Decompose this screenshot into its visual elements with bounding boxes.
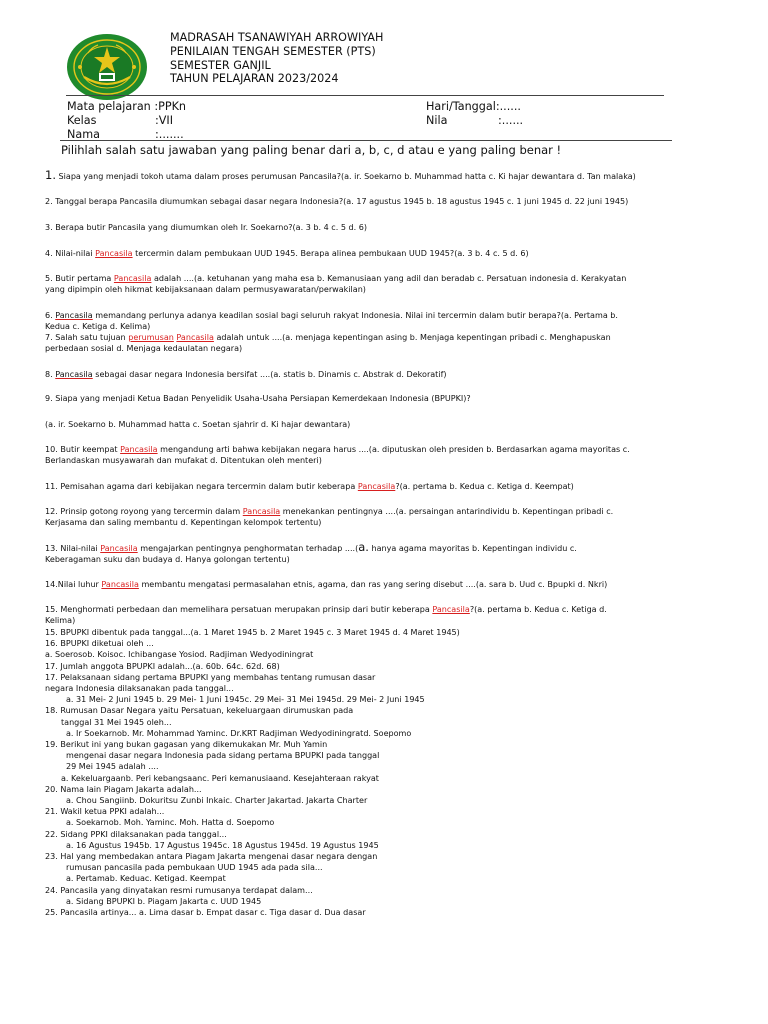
list-item: 24. Pancasila yang dinyatakan resmi rumusanya terdapat dalam... [45,885,313,895]
question-text: memandang perlunya adanya keadilan sosial bagi seluruh rakyat Indonesia. Nilai ini tercermin dalam butir berapa?(a. Pertama b. [92,311,618,320]
question-2 [45,196,725,207]
list-item: 15. BPUPKI dibentuk pada tanggal...(a. 1 Maret 1945 b. 2 Maret 1945 c. 3 Maret 1945 d. 4 Maret 1945) [45,628,460,637]
question-text: 3. Berapa butir Pancasila yang diumumkan oleh Ir. Soekarno?(a. 3 b. 4 c. 5 d. 6) [45,223,368,232]
list-item: 25. Pancasila artinya... a. Lima dasar b. Empat dasar c. Tiga dasar d. Dua dasar [45,908,366,918]
question-7 [45,332,725,354]
question-list [45,627,725,918]
school-header [170,31,383,86]
question-text: hanya agama mayoritas b. Kepentingan individu c. [368,544,577,553]
question-text: menekankan pentingnya ....(a. persaingan antarindividu b. Kepentingan pribadi c. [280,507,614,516]
question-9-options [45,419,725,430]
exam-title: PENILAIAN TENGAH SEMESTER (PTS) [170,44,376,58]
question-4 [45,248,725,259]
option-letter: a. [358,540,369,554]
class-value: :VII [155,113,174,127]
list-item: 23. Hal yang membedakan antara Piagam Jakarta mengenai dasar negara dengan [45,852,378,862]
question-text: 2. Tanggal berapa Pancasila diumumkan sebagai dasar negara Indonesia?(a. 17 agustus 1945 b. 18 agustus 1945 c. 1 juni 1945 d. 22 juni 1945) [45,197,629,206]
question-9 [45,393,725,404]
question-text-cont: Kerjasama dan saling membantu d. Kepentingan kelompok tertentu) [45,518,322,528]
list-item: negara Indonesia dilaksanakan pada tanggal... [45,684,234,694]
madrasah-logo [66,33,148,101]
list-item: 16. BPUPKI diketuai oleh ... [45,639,154,649]
keyword-pancasila: Pancasila [113,274,152,283]
question-text: 7. Salah satu tujuan [45,333,129,342]
question-text: Siapa yang menjadi tokoh utama dalam proses perumusan Pancasila?(a. ir. Soekarno b. Muhammad hatta c. Ki hajar dewantara d. Tan malaka) [55,172,636,181]
question-text: sebagai dasar negara Indonesia bersifat ....(a. statis b. Dinamis c. Abstrak d. Dekoratif) [92,370,447,379]
question-8 [45,369,725,380]
keyword-pancasila: Pancasila [120,445,158,454]
list-item: a. Pertamab. Keduac. Ketigad. Keempat [66,874,226,884]
question-text: mengandung arti bahwa kebijakan negara harus ....(a. diputuskan oleh presiden b. Berdasarkan agama mayoritas c. [157,445,630,454]
question-1 [45,170,725,182]
question-text-cont: perbedaan sosial d. Menjaga kedaulatan negara) [45,344,243,354]
question-3 [45,222,725,233]
question-text-cont: Kedua c. Ketiga d. Kelima) [45,322,151,332]
list-item: 19. Berikut ini yang bukan gagasan yang dikemukakan Mr. Muh Yamin [45,740,328,750]
question-14 [45,579,725,590]
question-text: 8. [45,370,56,379]
academic-year: TAHUN PELAJARAN 2023/2024 [170,72,339,86]
question-5 [45,273,725,295]
semester: SEMESTER GANJIL [170,58,271,72]
question-text: 13. Nilai-nilai [45,544,101,553]
list-item: 29 Mei 1945 adalah .... [66,762,159,772]
question-11 [45,481,725,492]
question-text: 15. Menghormati perbedaan dan memelihara persatuan merupakan prinsip dari butir keberapa [45,605,433,614]
question-text: 5. Butir pertama [45,274,114,283]
date-label: Hari/Tanggal: [426,100,500,113]
subject-row [67,100,186,114]
keyword-perumusan: perumusan [128,333,174,342]
keyword-pancasila: Pancasila [95,249,133,258]
question-text-cont: Keberagaman suku dan budaya d. Hanya golongan tertentu) [45,555,290,565]
list-item: 20. Nama lain Piagam Jakarta adalah... [45,784,202,794]
question-text: ?(a. pertama b. Kedua c. Ketiga d. Keempat) [395,482,574,491]
list-item: mengenai dasar negara Indonesia pada sidang pertama BPUPKI pada tanggal [66,751,380,761]
question-text: 12. Prinsip gotong royong yang tercermin dalam [45,507,243,516]
keyword-pancasila: Pancasila [176,333,214,342]
instruction: Pilihlah salah satu jawaban yang paling benar dari a, b, c, d atau e yang paling benar ! [61,143,562,157]
list-item: 22. Sidang PPKI dilaksanakan pada tanggal... [45,829,227,839]
keyword-pancasila: Pancasila [100,544,138,553]
keyword-pancasila: Pancasila [55,311,93,320]
name-value: :....... [155,127,184,141]
question-text: 9. Siapa yang menjadi Ketua Badan Penyelidik Usaha-Usaha Persiapan Kemerdekaan Indonesia (BPUPKI)? [45,394,471,403]
date-row [426,100,523,114]
list-item: tanggal 31 Mei 1945 oleh... [61,717,172,727]
question-13 [45,542,725,565]
question-15 [45,604,725,626]
question-6 [45,310,725,332]
question-text: 4. Nilai-nilai [45,249,96,258]
list-item: a. 16 Agustus 1945b. 17 Agustus 1945c. 18 Agustus 1945d. 19 Agustus 1945 [66,840,379,850]
list-item: a. Kekeluargaanb. Peri kebangsaanc. Peri kemanusiaand. Kesejahteraan rakyat [61,773,379,783]
question-text: 6. [45,311,56,320]
list-item: a. Chou Sangiinb. Dokuritsu Zunbi Inkaic. Charter Jakartad. Jakarta Charter [66,796,368,806]
question-text: mengajarkan pentingnya penghormatan terhadap ....( [137,544,359,553]
list-item: 18. Rumusan Dasar Negara yaitu Persatuan, kekeluargaan dirumuskan pada [45,706,354,716]
keyword-pancasila: Pancasila [55,370,93,379]
info-divider [60,140,672,141]
score-value: :...... [498,113,524,127]
list-item: 17. Jumlah anggota BPUPKI adalah...(a. 60b. 64c. 62d. 68) [45,661,280,671]
list-item: rumusan pancasila pada pembukaan UUD 1945 ada pada sila... [66,863,323,873]
class-row [67,114,186,128]
question-text: membantu mengatasi permasalahan etnis, agama, dan ras yang sering disebut ....(a. sara b. Uud c. Bpupki d. Nkri) [138,580,608,589]
score-label: Nila [426,113,448,127]
list-item: a. Soekarnob. Moh. Yaminc. Moh. Hatta d. Soepomo [66,818,275,828]
question-text: ?(a. pertama b. Kedua c. Ketiga d. [469,605,607,614]
list-item: a. Ir Soekarnob. Mr. Mohammad Yaminc. Dr.KRT Radjiman Wedyodiningratd. Soepomo [66,728,412,738]
list-item: 17. Pelaksanaan sidang pertama BPUPKI yang membahas tentang rumusan dasar [45,672,376,682]
question-text: adalah untuk ....(a. menjaga kepentingan asing b. Menjaga kepentingan pribadi c. Menghapuskan [213,333,611,342]
list-item: a. 31 Mei- 2 Juni 1945 b. 29 Mei- 1 Juni 1945c. 29 Mei- 31 Mei 1945d. 29 Mei- 2 Juni 1945 [66,695,425,705]
date-value: ...... [499,100,521,113]
question-text-cont: Kelima) [45,616,76,626]
keyword-pancasila: Pancasila [242,507,281,516]
subject-value: PPKn [158,100,187,113]
list-item: a. Soerosob. Koisoc. Ichibangase Yosiod. Radjiman Wedyodiningrat [45,650,314,660]
info-left [67,100,186,141]
question-text-cont: Berlandaskan musyawarah dan mufakat d. Ditentukan oleh menteri) [45,456,322,466]
question-text: tercermin dalam pembukaan UUD 1945. Berapa alinea pembukaan UUD 1945?(a. 3 b. 4 c. 5 d. 6) [132,249,529,258]
class-label: Kelas [67,113,97,127]
keyword-pancasila: Pancasila [101,580,139,589]
question-10 [45,444,725,466]
keyword-pancasila: Pancasila [357,482,396,491]
question-number: 1. [45,168,56,182]
question-12 [45,506,725,528]
school-name: MADRASAH TSANAWIYAH ARROWIYAH [170,31,384,44]
list-item: 21. Wakil ketua PPKI adalah... [45,807,165,817]
question-text: 14.Nilai luhur [45,580,102,589]
header-divider [66,95,664,96]
question-text: 10. Butir keempat [45,445,121,454]
question-text-cont: yang dipimpin oleh hikmat kebijaksanaan dalam permusyawaratan/perwakilan) [45,285,366,295]
info-right [426,100,523,128]
question-text: adalah ....(a. ketuhanan yang maha esa b. Kemanusiaan yang adil dan beradab c. Persatuan indonesia d. Kerakyatan [151,274,627,283]
keyword-pancasila: Pancasila [432,605,470,614]
score-row [426,114,523,128]
name-label: Nama [67,127,100,141]
list-item: a. Sidang BPUPKI b. Piagam Jakarta c. UUD 1945 [66,896,262,906]
subject-label: Mata pelajaran : [67,100,159,113]
question-text: 11. Pemisahan agama dari kebijakan negara tercermin dalam butir keberapa [45,482,358,491]
question-options: (a. ir. Soekarno b. Muhammad hatta c. Soetan sjahrir d. Ki hajar dewantara) [45,420,351,429]
